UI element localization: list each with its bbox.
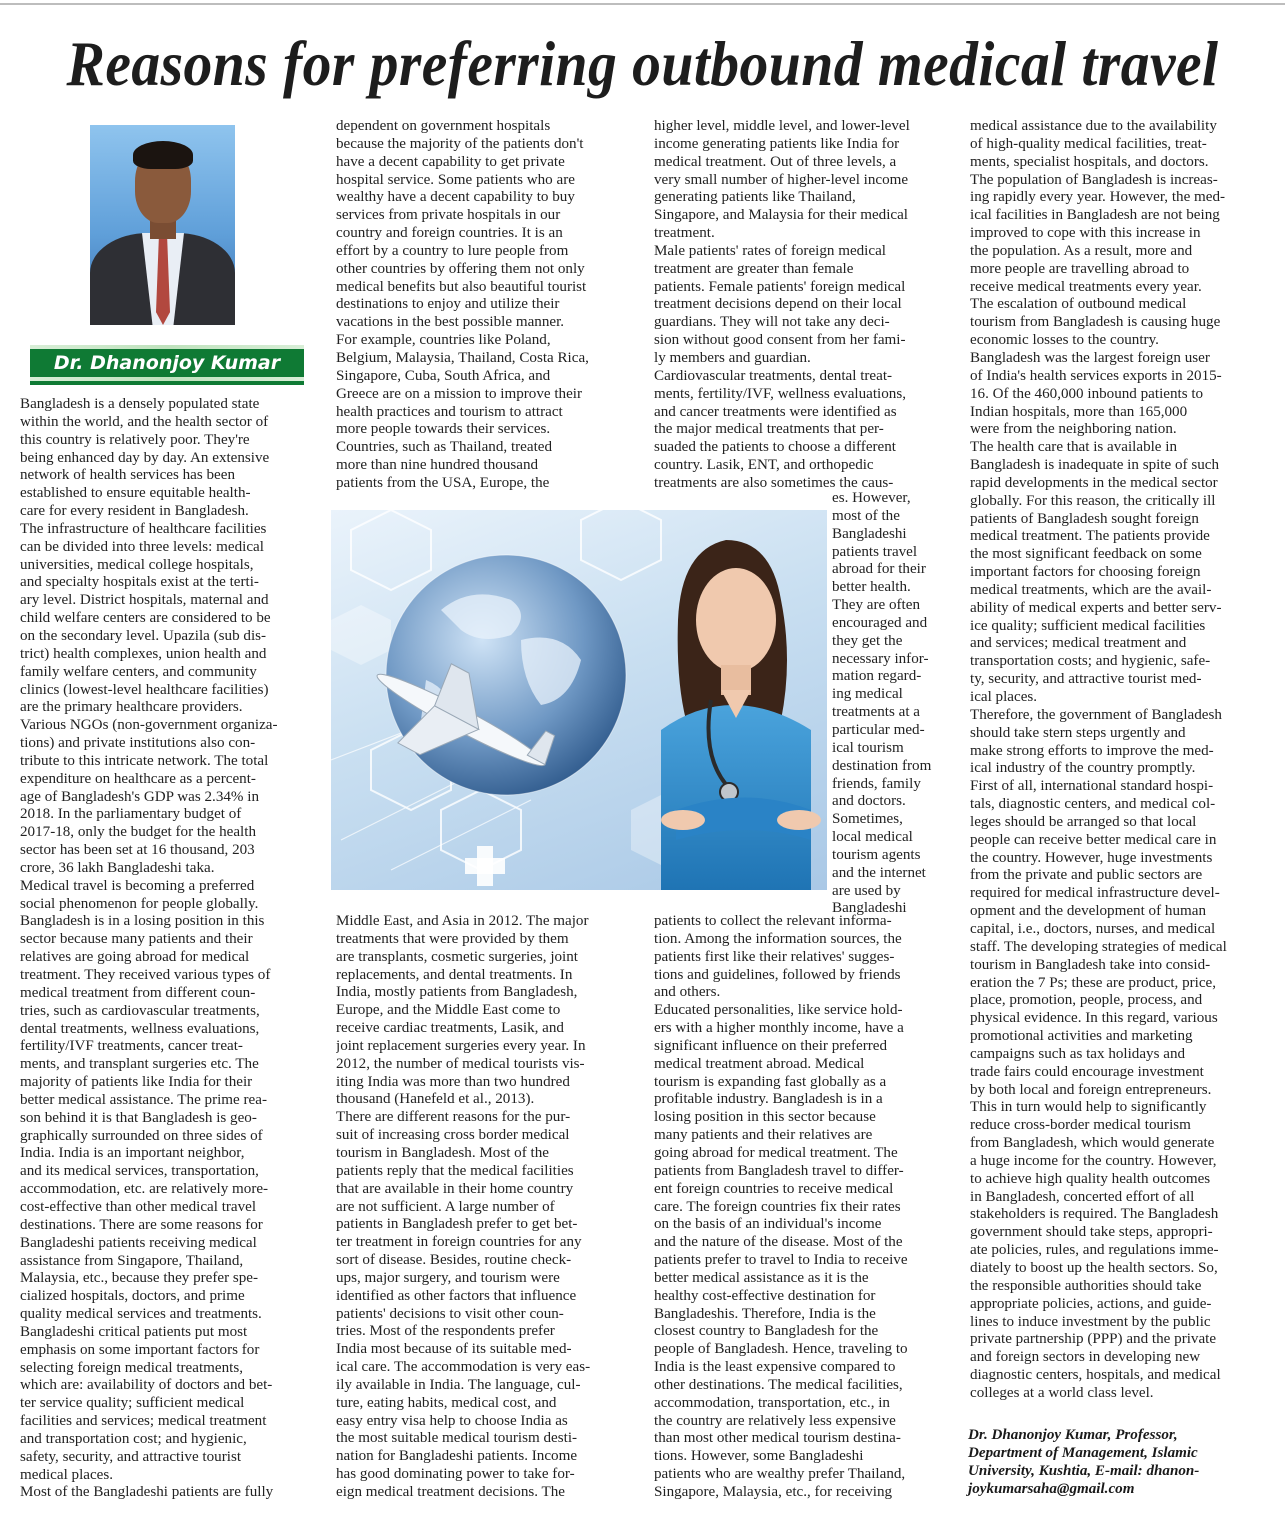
text-line: care. The foreign countries fix their rates [654, 1198, 901, 1215]
text-line: improved to cope with this increase in [970, 225, 1201, 242]
text-line: treatment are greater than female [654, 260, 854, 277]
text-line: wealthy have a decent capability to buy [336, 189, 575, 206]
text-line: clinics (lowest-level healthcare facilities) [20, 681, 269, 698]
text-line: ups, major surgery, and tourism were [336, 1269, 560, 1286]
text-line: and the nature of the disease. Most of the [654, 1234, 903, 1251]
text-line: ice quality; sufficient medical facilities [970, 617, 1206, 634]
text-line: quality medical services and treatments. [20, 1306, 262, 1323]
text-line: tions. However, some Bangladeshi [654, 1448, 864, 1465]
text-line: profitable industry. Bangladesh is in a [654, 1091, 883, 1108]
text-line: treatments are also sometimes the caus- [654, 474, 894, 491]
text-line: healthy cost-effective destination for [654, 1287, 876, 1304]
text-line: This in turn would help to significantly [970, 1099, 1207, 1116]
author-signature [968, 1426, 1268, 1498]
text-line: Singapore, Cuba, South Africa, and [336, 367, 551, 384]
text-line: 2018. In the parliamentary budget of [20, 806, 242, 823]
text-line: medical benefits but also beautiful tourist [336, 278, 587, 295]
text-line: of India's health services exports in 2015- [970, 367, 1222, 384]
text-line: accommodation, transportation, etc., in [654, 1394, 890, 1411]
text-line: established to ensure equitable health- [20, 485, 251, 502]
text-line: opment and the development of human [970, 903, 1206, 920]
text-line: by both local and foreign entrepreneurs. [970, 1081, 1212, 1098]
text-line: ty, security, and attractive tourist med- [970, 671, 1202, 688]
text-line: particular med- [832, 721, 925, 738]
text-line: ily available in India. The language, cul- [336, 1376, 581, 1393]
text-line: leges should be arranged so that local [970, 813, 1197, 830]
text-line: ly members and guardian. [654, 349, 811, 366]
text-line: necessary infor- [832, 650, 929, 667]
text-line: Singapore, and Malaysia for their medical [654, 207, 908, 224]
text-line: colleges at a world class level. [970, 1384, 1154, 1401]
text-line: generating patients like Thailand, [654, 189, 856, 206]
text-line: cialized hospitals, doctors, and prime [20, 1288, 245, 1305]
text-line: medical treatments, which are the avail- [970, 581, 1212, 598]
text-line: patients first like their relatives' sugges- [654, 948, 895, 965]
text-line: eration the 7 Ps; these are product, price, [970, 974, 1217, 991]
text-line: patients who are wealthy prefer Thailand, [654, 1466, 906, 1483]
text-line: country. Lasik, ENT, and orthopedic [654, 457, 874, 474]
text-line: Bangladesh was the largest foreign user [970, 349, 1210, 366]
text-line: and doctors. [832, 793, 906, 810]
text-line: expenditure on healthcare as a percent- [20, 770, 256, 787]
text-line: nation for Bangladeshi patients. Income [336, 1448, 578, 1465]
text-line: campaigns such as tax holidays and [970, 1045, 1186, 1062]
text-line: Educated personalities, like service hold- [654, 1002, 903, 1019]
text-line: fertility/IVF treatments, cancer treat- [20, 1038, 243, 1055]
text-line: ical care. The accommodation is very eas- [336, 1359, 591, 1376]
text-line: patients reply that the medical facilities [336, 1162, 574, 1179]
text-line: economic losses to the country. [970, 332, 1159, 349]
text-line: the country. However, huge investments [970, 849, 1213, 866]
text-line: ical places. [970, 689, 1038, 705]
text-line: closest country to Bangladesh for the [654, 1323, 879, 1340]
text-line: receive cardiac treatments, Lasik, and [336, 1020, 564, 1037]
text-line: health practices and tourism to attract [336, 403, 563, 420]
text-line: social phenomenon for people globally. [20, 895, 259, 912]
text-line: they get the [832, 632, 903, 649]
text-line: Greece are on a mission to improve their [336, 385, 583, 402]
text-line: appropriate policies, actions, and guide- [970, 1295, 1212, 1312]
text-line: medical assistance due to the availability [970, 118, 1217, 134]
text-line: other countries by offering them not only [336, 260, 585, 277]
text-line: Bangladeshis. Therefore, India is the [654, 1305, 876, 1322]
text-line: and its medical services, transportation, [20, 1163, 259, 1180]
text-line: friends, family [832, 775, 921, 792]
text-line: have a decent capability to get private [336, 153, 565, 170]
text-line: sector because many patients and their [20, 931, 253, 948]
text-line: sion without good consent from her fami- [654, 332, 906, 349]
text-line: Belgium, Malaysia, Thailand, Costa Rica, [336, 349, 589, 366]
text-line: ical facilities in Bangladesh are not being [970, 207, 1220, 224]
text-line: ical tourism [832, 739, 904, 756]
column-3-top [654, 118, 959, 493]
text-line: in Bangladesh, concerted effort of all [970, 1188, 1195, 1205]
text-line: globally. For this reason, the critically ill [970, 492, 1216, 509]
text-line: Bangladesh is inadequate in spite of such [970, 457, 1219, 474]
column-4 [970, 118, 1270, 1403]
text-line: ments, specialist hospitals, and doctors. [970, 153, 1209, 170]
text-line: India is the least expensive compared to [654, 1359, 896, 1376]
text-line: stakeholders is required. The Bangladesh [970, 1206, 1219, 1223]
text-line: people of Bangladesh. Hence, traveling to [654, 1341, 908, 1358]
text-line: are not sufficient. A large number of [336, 1198, 555, 1215]
text-line: are used by [832, 882, 901, 899]
text-line: staff. The developing strategies of medical [970, 938, 1227, 955]
text-line: graphically surrounded on three sides of [20, 1127, 263, 1144]
text-line: better medical assistance. The prime rea- [20, 1091, 267, 1108]
text-line: can be divided into three levels: medical [20, 538, 264, 555]
text-line: iting India was more than two hundred [336, 1073, 570, 1090]
text-line: encouraged and [832, 614, 928, 631]
text-line: universities, medical college hospitals, [20, 556, 254, 573]
text-line: being enhanced day by day. An extensive [20, 449, 270, 466]
text-line: sector has been set at 16 thousand, 203 [20, 842, 255, 859]
text-line: the major medical treatments that per- [654, 421, 884, 438]
text-line: ary level. District hospitals, maternal and [20, 592, 269, 609]
text-line: medical places. [20, 1466, 114, 1483]
text-line: suit of increasing cross border medical [336, 1127, 570, 1144]
text-line: receive medical treatments every year. [970, 278, 1202, 295]
text-line: joint replacement surgeries every year. In [336, 1037, 586, 1054]
text-line: ability of medical experts and better serv- [970, 599, 1222, 616]
text-line: government should take steps, appropri- [970, 1224, 1213, 1241]
text-line: Europe, and the Middle East come to [336, 1002, 561, 1019]
author-photo [90, 125, 235, 325]
text-line: that are available in their home country [336, 1180, 574, 1197]
text-line: Countries, such as Thailand, treated [336, 439, 553, 456]
text-line: this country is relatively poor. They're [20, 431, 250, 448]
text-line: hospital service. Some patients who are [336, 171, 575, 188]
text-line: tourism from Bangladesh is causing huge [970, 314, 1221, 331]
text-line: tourism agents [832, 846, 921, 863]
text-line: sort of disease. Besides, routine check- [336, 1252, 572, 1269]
text-line: easy entry visa help to choose India as [336, 1412, 568, 1429]
text-line: medical treatment from different coun- [20, 984, 256, 1001]
text-line: Male patients' rates of foreign medical [654, 242, 886, 259]
text-line: were from the neighboring nation. [970, 421, 1177, 438]
text-line: care for every resident in Bangladesh. [20, 503, 249, 520]
text-line: than most other medical tourism destina- [654, 1430, 901, 1447]
text-line: treatment. They received various types of [20, 967, 271, 983]
text-line: and specialty hospitals exist at the terti- [20, 574, 259, 591]
text-line: safety, security, and attractive tourist [20, 1448, 242, 1465]
text-line: promotional activities and marketing [970, 1028, 1193, 1045]
text-line: should take stern steps urgently and [970, 724, 1186, 741]
text-line: 2012, the number of medical tourists vis- [336, 1055, 585, 1072]
text-line: dental treatments, wellness evaluations, [20, 1020, 260, 1037]
text-line: rapid developments in the medical sector [970, 474, 1218, 491]
text-line: other destinations. The medical facilities, [654, 1376, 903, 1393]
text-line: Department of Management, Islamic [968, 1445, 1198, 1461]
text-line: 16. Of the 460,000 inbound patients to [970, 385, 1204, 402]
text-line: and others. [654, 984, 721, 1001]
text-line: losing position in this sector because [654, 1109, 876, 1126]
text-line: India most because of its suitable med- [336, 1341, 572, 1358]
author-byline [30, 345, 304, 385]
text-line: treatment decisions depend on their local [654, 296, 902, 313]
text-line: capital, i.e., doctors, nurses, and medical [970, 920, 1216, 937]
text-line: effort by a country to lure people from [336, 242, 569, 259]
text-line: Bangladesh is a densely populated state [20, 396, 260, 412]
text-line: tribute to this intricate network. The total [20, 752, 269, 769]
text-line: and foreign sectors in developing new [970, 1349, 1201, 1366]
headline: Reasons for preferring outbound medical travel [66, 28, 1219, 99]
text-line: more than nine hundred thousand [336, 457, 539, 474]
text-line: a huge income for the country. However, [970, 1152, 1217, 1169]
text-line: local medical [832, 829, 913, 846]
text-line: ments, fertility/IVF, wellness evaluations, [654, 385, 906, 402]
text-line: joykumarsaha@gmail.com [968, 1481, 1135, 1497]
text-line: patients' decisions to visit other coun- [336, 1305, 564, 1322]
text-line: which are: availability of doctors and bet- [20, 1377, 273, 1394]
text-line: services from private hospitals in our [336, 207, 561, 224]
text-line: emphasis on some important factors for [20, 1341, 260, 1358]
text-line: transportation costs; and hygienic, safe- [970, 653, 1211, 670]
text-line: better health. [832, 579, 911, 596]
text-line: patients of Bangladesh sought foreign [970, 510, 1199, 527]
text-line: to achieve high quality health outcomes [970, 1170, 1211, 1187]
text-line: are transplants, cosmetic surgeries, joint [336, 948, 578, 965]
text-line: suaded the patients to choose a different [654, 439, 896, 456]
text-line: many patients and their relatives are [654, 1127, 873, 1144]
author-name: Dr. Dhanonjoy Kumar [30, 349, 304, 377]
text-line: Middle East, and Asia in 2012. The major [336, 913, 589, 929]
text-line: facilities and services; medical treatment [20, 1413, 267, 1430]
text-line: medical treatment. The patients provide [970, 528, 1210, 545]
text-line: tourism is expanding fast globally as a [654, 1073, 887, 1090]
text-line: The population of Bangladesh is increas- [970, 171, 1218, 188]
text-line: patients travel [832, 543, 918, 560]
text-line: They are often [832, 597, 920, 614]
text-line: significant influence on their preferred [654, 1037, 888, 1054]
text-line: reduce cross-border medical tourism [970, 1117, 1191, 1134]
text-line: ical industry of the country promptly. [970, 760, 1196, 777]
text-line: The infrastructure of healthcare facilities [20, 520, 267, 537]
text-line: has good dominating power to take for- [336, 1466, 575, 1483]
text-line: Bangladeshi patients receiving medical [20, 1234, 257, 1251]
text-line: most of the [832, 507, 900, 524]
text-line: patients from the USA, Europe, the [336, 474, 550, 491]
top-rule [0, 3, 1285, 5]
text-line: required for medical infrastructure devel- [970, 885, 1220, 902]
column-2-top [336, 118, 648, 493]
text-line: country and foreign countries. It is an [336, 225, 563, 242]
text-line: Bangladeshi [832, 525, 907, 542]
text-line: ent foreign countries to receive medical [654, 1180, 894, 1197]
text-line: destinations. There are some reasons for [20, 1216, 263, 1233]
text-line: trade fairs could encourage investment [970, 1063, 1204, 1080]
text-line: and the internet [832, 864, 926, 881]
column-3-side [832, 490, 958, 918]
text-line: ing rapidly every year. However, the med- [970, 189, 1226, 206]
text-line: The escalation of outbound medical [970, 296, 1187, 313]
text-line: and services; medical treatment and [970, 635, 1187, 652]
illustration-graphic [331, 510, 827, 890]
text-line: cost-effective than other medical travel [20, 1198, 257, 1215]
text-line: going abroad for medical treatment. The [654, 1144, 898, 1161]
text-line: ers with a higher monthly income, have a [654, 1020, 904, 1037]
text-line: lines to induce investment by the public [970, 1313, 1211, 1330]
text-line: patients prefer to travel to India to receive [654, 1252, 908, 1269]
text-line: ter service quality; sufficient medical [20, 1395, 245, 1412]
text-line: on the secondary level. Upazila (sub dis- [20, 627, 267, 644]
text-line: Therefore, the government of Bangladesh [970, 706, 1222, 723]
text-line: For example, countries like Poland, [336, 332, 551, 349]
text-line: Indian hospitals, more than 165,000 [970, 403, 1188, 420]
text-line: Medical travel is becoming a preferred [20, 877, 255, 894]
text-line: Dr. Dhanonjoy Kumar, Professor, [968, 1427, 1178, 1443]
text-line: the population. As a result, more and [970, 242, 1193, 259]
text-line: the country are relatively less expensive [654, 1412, 896, 1429]
text-line: Sometimes, [832, 811, 903, 828]
text-line: ter treatment in foreign countries for any [336, 1234, 582, 1251]
text-line: vacations in the best possible manner. [336, 314, 565, 331]
text-line: treatment. [654, 225, 715, 242]
text-line: physical evidence. In this regard, various [970, 1010, 1218, 1027]
text-line: treatments at a [832, 704, 921, 721]
text-line: Bangladesh is in a losing position in this [20, 913, 265, 930]
text-line: within the world, and the health sector of [20, 413, 269, 430]
text-line: replacements, and dental treatments. In [336, 966, 573, 983]
text-line: diagnostic centers, hospitals, and medical [970, 1367, 1221, 1384]
text-line: tourism in Bangladesh take into consid- [970, 956, 1211, 973]
text-line: guardians. They will not take any deci- [654, 314, 890, 331]
medical-tourism-illustration [331, 510, 827, 890]
text-line: network of health services has been [20, 467, 236, 484]
text-line: abroad for their [832, 561, 926, 578]
text-line: son behind it is that Bangladesh is geo- [20, 1109, 257, 1126]
text-line: crore, 36 lakh Bangladeshi taka. [20, 859, 215, 876]
text-line: ture, eating habits, medical cost, and [336, 1394, 557, 1411]
text-line: tions) and private institutions also con- [20, 735, 256, 752]
text-line: higher level, middle level, and lower-level [654, 118, 910, 134]
text-line: Cardiovascular treatments, dental treat- [654, 367, 893, 384]
text-line: private partnership (PPP) and the private [970, 1331, 1217, 1348]
text-line: The health care that is available in [970, 439, 1178, 456]
text-line: the most suitable medical tourism desti- [336, 1430, 578, 1447]
text-line: tals, diagnostic centers, and medical col- [970, 796, 1216, 813]
text-line: medical treatment. Out of three levels, a [654, 153, 897, 170]
text-line: very small number of higher-level income [654, 171, 909, 188]
text-line: es. However, [832, 490, 911, 506]
text-line: mation regard- [832, 668, 922, 685]
text-line: ing medical [832, 686, 903, 703]
text-line: ate policies, rules, and regulations imme- [970, 1242, 1219, 1259]
text-line: income generating patients like India for [654, 135, 900, 152]
text-line: relatives are going abroad for medical [20, 949, 250, 966]
text-line: child welfare centers are considered to be [20, 610, 271, 627]
text-line: and transportation cost; and hygienic, [20, 1430, 247, 1447]
text-line: treatments that were provided by them [336, 930, 569, 947]
text-line: of high-quality medical facilities, treat- [970, 135, 1207, 152]
text-line: Bangladeshi [832, 900, 907, 917]
text-line: better medical assistance as it is the [654, 1269, 869, 1286]
column-2-bottom [336, 913, 648, 1502]
column-3-bottom [654, 913, 959, 1502]
text-line: accommodation, etc. are relatively more- [20, 1181, 269, 1198]
text-line: dependent on government hospitals [336, 118, 551, 134]
text-line: and cancer treatments were identified as [654, 403, 897, 420]
text-line: destinations to enjoy and utilize their [336, 296, 560, 313]
text-line: more people towards their services. [336, 421, 551, 438]
text-line: more people are travelling abroad to [970, 260, 1190, 277]
text-line: Bangladeshi critical patients put most [20, 1323, 248, 1340]
text-line: trict) health complexes, union health and [20, 645, 267, 662]
column-1 [20, 396, 320, 1502]
text-line: tries, such as cardiovascular treatments, [20, 1002, 260, 1019]
text-line: 2017-18, only the budget for the health [20, 824, 256, 841]
text-line: the most significant feedback on some [970, 546, 1202, 563]
text-line: on the basis of an individual's income [654, 1216, 882, 1233]
text-line: make strong efforts to improve the med- [970, 742, 1214, 759]
text-line: India, mostly patients from Bangladesh, [336, 984, 578, 1001]
text-line: tries. Most of the respondents prefer [336, 1323, 555, 1340]
text-line: tourism in Bangladesh. Most of the [336, 1144, 549, 1161]
text-line: important factors for choosing foreign [970, 564, 1201, 581]
text-line: are the primary healthcare providers. [20, 699, 243, 716]
text-line: family welfare centers, and community [20, 663, 257, 680]
text-line: First of all, international standard hospi- [970, 778, 1214, 795]
text-line: assistance from Singapore, Thailand, [20, 1252, 244, 1269]
text-line: Most of the Bangladeshi patients are fully [20, 1484, 274, 1501]
text-line: tions and guidelines, followed by friends [654, 966, 901, 983]
text-line: ments, and transplant surgeries etc. The [20, 1056, 259, 1073]
text-line: patients. Female patients' foreign medical [654, 278, 906, 295]
text-line: thousand (Hanefeld et al., 2013). [336, 1091, 535, 1108]
text-line: destination from [832, 757, 932, 774]
text-line: people can receive better medical care in [970, 831, 1217, 848]
text-line: medical treatment abroad. Medical [654, 1055, 865, 1072]
text-line: Singapore, Malaysia, etc., for receiving [654, 1484, 893, 1500]
text-line: from the private and public sectors are [970, 867, 1203, 884]
text-line: place, promotion, people, process, and [970, 992, 1203, 1009]
text-line: because the majority of the patients don't [336, 135, 584, 152]
text-line: diately to boost up the health sectors. So, [970, 1260, 1218, 1276]
text-line: Malaysia, etc., because they prefer spe- [20, 1270, 259, 1287]
text-line: majority of patients like India for their [20, 1074, 253, 1091]
text-line: Various NGOs (non-government organiza- [20, 717, 278, 734]
text-line: patients in Bangladesh prefer to get bet- [336, 1216, 578, 1233]
text-line: the responsible authorities should take [970, 1277, 1202, 1294]
text-line: patients to collect the relevant informa- [654, 913, 892, 929]
text-line: from Bangladesh, which would generate [970, 1135, 1215, 1152]
text-line: eign medical treatment decisions. The [336, 1484, 565, 1500]
text-line: India. India is an important neighbor, [20, 1145, 245, 1162]
text-line: University, Kushtia, E-mail: dhanon- [968, 1463, 1200, 1479]
text-line: tion. Among the information sources, the [654, 930, 902, 947]
text-line: identified as other factors that influence [336, 1287, 577, 1304]
text-line: There are different reasons for the pur- [336, 1109, 571, 1126]
text-line: selecting foreign medical treatments, [20, 1359, 243, 1376]
text-line: patients from Bangladesh travel to differ- [654, 1162, 904, 1179]
text-line: age of Bangladesh's GDP was 2.34% in [20, 788, 260, 805]
